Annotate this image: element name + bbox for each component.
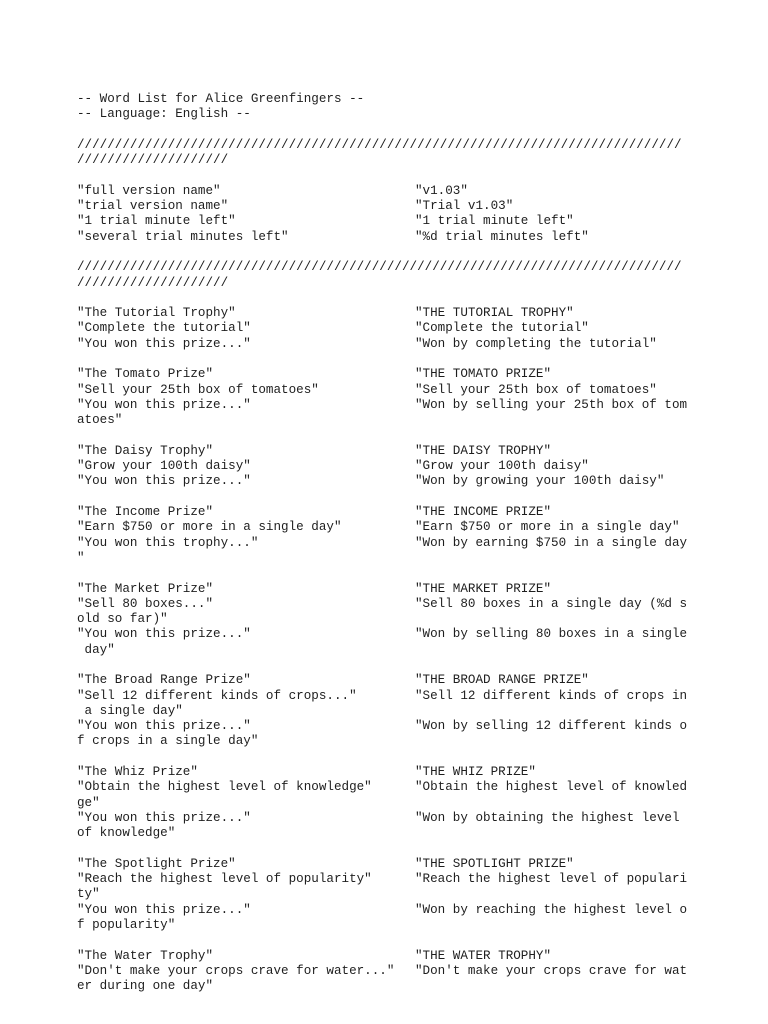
entry-key: "You won this prize..." (77, 474, 251, 489)
entry-key: "Sell 12 different kinds of crops..." (77, 688, 357, 703)
prize-row (77, 413, 697, 428)
prize-row (77, 367, 697, 382)
entry-key: ty" (77, 887, 100, 902)
prize-row (77, 597, 697, 612)
version-row (77, 214, 697, 229)
prize-row (77, 582, 697, 597)
entry-key: f crops in a single day" (77, 734, 259, 749)
entry-key: "Obtain the highest level of knowledge" (77, 780, 372, 795)
entry-key: "Earn $750 or more in a single day" (77, 520, 342, 535)
entry-key: of knowledge" (77, 826, 176, 841)
prize-row (77, 689, 697, 704)
prize-row (77, 780, 697, 795)
separator-slashes: //////////////////// (77, 153, 229, 168)
entry-key: "several trial minutes left" (77, 229, 289, 244)
entry-key: "Grow your 100th daisy" (77, 459, 251, 474)
entry-key: "You won this prize..." (77, 336, 251, 351)
entry-value: "Won by selling 80 boxes in a single (415, 627, 688, 642)
prize-row (77, 964, 697, 979)
entry-key: "The Tomato Prize" (77, 367, 214, 382)
entry-value: "Reach the highest level of populari (415, 872, 688, 887)
entry-value: "Sell 12 different kinds of crops in (415, 688, 688, 703)
prize-row (77, 887, 697, 902)
prize-row (77, 459, 697, 474)
separator-slashes: //////////////////// (77, 275, 229, 290)
prize-row (77, 719, 697, 734)
entry-key: "1 trial minute left" (77, 214, 236, 229)
separator-slashes: //////////////////////////////////////////////////////////////////////////////// (77, 260, 682, 275)
blank-line (77, 245, 697, 260)
entry-value: "THE TUTORIAL TROPHY" (415, 306, 574, 321)
word-list-body (77, 92, 697, 995)
entry-value: "Grow your 100th daisy" (415, 459, 589, 474)
header-language: -- Language: English -- (77, 107, 251, 122)
entry-key: "The Whiz Prize" (77, 765, 198, 780)
prize-row (77, 383, 697, 398)
entry-value: "1 trial minute left" (415, 214, 574, 229)
prize-row (77, 857, 697, 872)
version-row (77, 199, 697, 214)
separator-line (77, 260, 697, 275)
blank-line (77, 566, 697, 581)
blank-line (77, 658, 697, 673)
prize-row (77, 872, 697, 887)
entry-value: "THE INCOME PRIZE" (415, 505, 552, 520)
prize-row (77, 474, 697, 489)
entry-value: "Sell 80 boxes in a single day (%d s (415, 596, 688, 611)
prize-block-tomato (77, 367, 697, 428)
entry-value: "THE WHIZ PRIZE" (415, 765, 536, 780)
prize-row (77, 734, 697, 749)
entry-key: "You won this prize..." (77, 810, 251, 825)
entry-value: "Trial v1.03" (415, 199, 514, 214)
entry-value: "%d trial minutes left" (415, 229, 589, 244)
entry-key: "Sell 80 boxes..." (77, 596, 214, 611)
entry-key: " (77, 550, 85, 565)
prize-row (77, 444, 697, 459)
blank-line (77, 750, 697, 765)
entry-key: "The Income Prize" (77, 505, 214, 520)
entry-value: "THE BROAD RANGE PRIZE" (415, 673, 589, 688)
entry-value: "Obtain the highest level of knowled (415, 780, 688, 795)
prize-block-spotlight (77, 857, 697, 933)
blank-line (77, 291, 697, 306)
entry-value: "Won by obtaining the highest level (415, 810, 680, 825)
separator-line (77, 138, 697, 153)
entry-value: "Won by earning $750 in a single day (415, 535, 688, 550)
entry-key: er during one day" (77, 979, 214, 994)
blank-line (77, 123, 697, 138)
entry-value: "Won by selling 12 different kinds o (415, 719, 688, 734)
entry-key: "The Tutorial Trophy" (77, 306, 236, 321)
entry-key: day" (77, 642, 115, 657)
separator-line (77, 276, 697, 291)
prize-row (77, 796, 697, 811)
prize-row (77, 903, 697, 918)
prize-block-market (77, 582, 697, 658)
entry-key: old so far)" (77, 612, 168, 627)
entry-key: "You won this trophy..." (77, 535, 259, 550)
prize-row (77, 811, 697, 826)
blank-line (77, 933, 697, 948)
entry-key: "The Daisy Trophy" (77, 443, 214, 458)
prize-block-whiz (77, 765, 697, 841)
prize-row (77, 826, 697, 841)
prize-block-tutorial (77, 306, 697, 352)
prize-row (77, 673, 697, 688)
prize-row (77, 505, 697, 520)
prize-block-daisy (77, 444, 697, 490)
entry-value: "THE SPOTLIGHT PRIZE" (415, 856, 574, 871)
entry-value: "Don't make your crops crave for wat (415, 963, 688, 978)
entry-key: "Sell your 25th box of tomatoes" (77, 382, 319, 397)
entry-key: "You won this prize..." (77, 719, 251, 734)
entry-value: "Complete the tutorial" (415, 321, 589, 336)
blank-line (77, 490, 697, 505)
prize-row (77, 979, 697, 994)
entry-value: "Won by selling your 25th box of tom (415, 397, 688, 412)
entry-key: "full version name" (77, 183, 221, 198)
entry-key: "The Water Trophy" (77, 948, 214, 963)
header-language-line (77, 107, 697, 122)
prize-row (77, 949, 697, 964)
blank-line (77, 429, 697, 444)
entry-key: "You won this prize..." (77, 902, 251, 917)
entry-key: "trial version name" (77, 199, 229, 214)
entry-value: "Earn $750 or more in a single day" (415, 520, 680, 535)
prize-row (77, 627, 697, 642)
entry-key: "You won this prize..." (77, 397, 251, 412)
entry-key: "Don't make your crops crave for water..." (77, 963, 395, 978)
prize-row (77, 321, 697, 336)
separator-line (77, 153, 697, 168)
entry-key: a single day" (77, 703, 183, 718)
header-title-line (77, 92, 697, 107)
entry-value: "Won by reaching the highest level o (415, 902, 688, 917)
prize-block-water (77, 949, 697, 995)
blank-line (77, 352, 697, 367)
entry-value: "Sell your 25th box of tomatoes" (415, 382, 657, 397)
entry-key: "Complete the tutorial" (77, 321, 251, 336)
version-row (77, 184, 697, 199)
version-row (77, 230, 697, 245)
prize-row (77, 704, 697, 719)
prize-row (77, 306, 697, 321)
entry-key: atoes" (77, 413, 123, 428)
header-title: -- Word List for Alice Greenfingers -- (77, 92, 365, 106)
prize-row (77, 765, 697, 780)
prize-row (77, 536, 697, 551)
entry-key: "The Broad Range Prize" (77, 673, 251, 688)
entry-key: f popularity" (77, 918, 176, 933)
prize-row (77, 520, 697, 535)
entry-value: "Won by growing your 100th daisy" (415, 474, 665, 489)
prize-row (77, 918, 697, 933)
prize-list (77, 306, 697, 994)
blank-line (77, 842, 697, 857)
entry-value: "THE TOMATO PRIZE" (415, 367, 552, 382)
entry-value: "THE MARKET PRIZE" (415, 581, 552, 596)
prize-row (77, 551, 697, 566)
entry-key: "The Spotlight Prize" (77, 856, 236, 871)
prize-row (77, 643, 697, 658)
entry-value: "v1.03" (415, 183, 468, 198)
prize-block-income (77, 505, 697, 566)
entry-value: "Won by completing the tutorial" (415, 336, 657, 351)
prize-row (77, 398, 697, 413)
entry-key: ge" (77, 795, 100, 810)
entry-key: "Reach the highest level of popularity" (77, 872, 372, 887)
entry-value: "THE WATER TROPHY" (415, 948, 552, 963)
version-section (77, 184, 697, 245)
prize-row (77, 337, 697, 352)
prize-block-broad-range (77, 673, 697, 749)
entry-key: "You won this prize..." (77, 627, 251, 642)
entry-value: "THE DAISY TROPHY" (415, 443, 552, 458)
blank-line (77, 168, 697, 183)
prize-row (77, 612, 697, 627)
separator-slashes: //////////////////////////////////////////////////////////////////////////////// (77, 137, 682, 152)
entry-key: "The Market Prize" (77, 581, 214, 596)
